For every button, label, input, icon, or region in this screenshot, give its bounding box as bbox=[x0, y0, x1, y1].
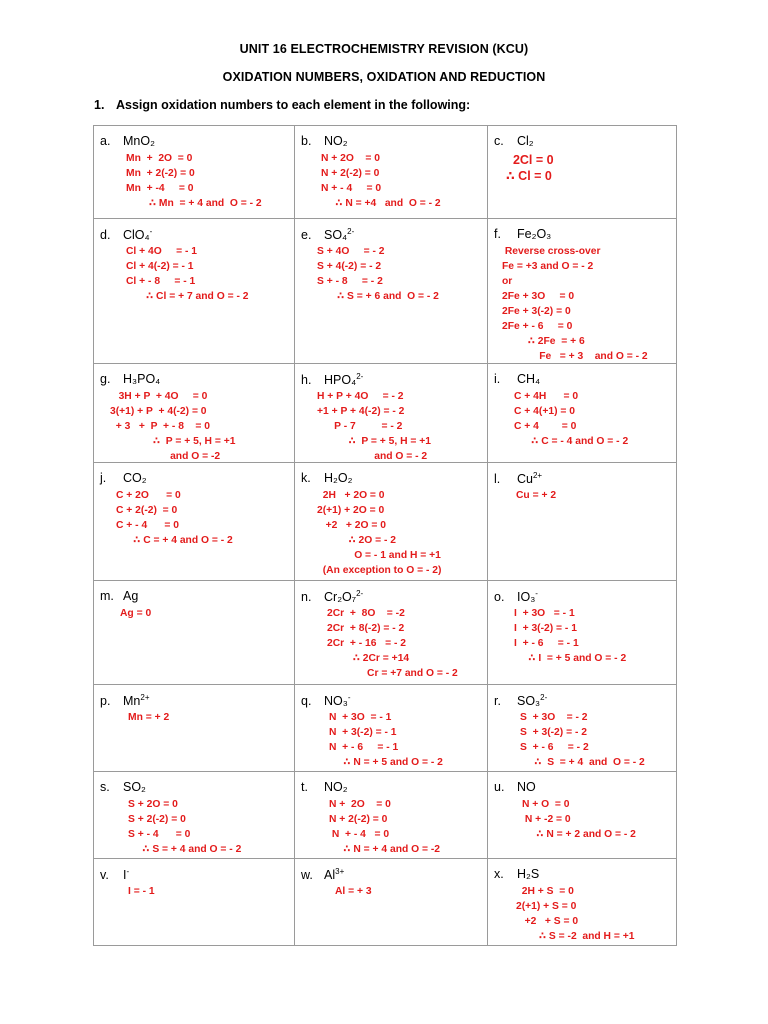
cell-letter: d. bbox=[100, 228, 111, 243]
cell-letter: u. bbox=[494, 780, 505, 794]
ion-charge: 2- bbox=[356, 372, 364, 381]
cell-letter: s. bbox=[100, 780, 110, 794]
cell-l bbox=[488, 463, 677, 581]
species-formula: ClO₄ bbox=[123, 228, 150, 243]
species-formula: SO₃ bbox=[517, 694, 541, 709]
ion-charge: 2- bbox=[540, 693, 548, 702]
cell-q bbox=[295, 685, 488, 772]
species-formula: H₂S bbox=[517, 867, 540, 881]
worked-answer: Cl + 4O = - 1 Cl + 4(-2) = - 1 Cl + - 8 = - 1 ∴ Cl = + 7 and O = - 2 bbox=[126, 246, 249, 302]
worked-answer: S + 3O = - 2 S + 3(-2) = - 2 S + - 6 = - 2 ∴ S = + 4 and O = - 2 bbox=[520, 712, 645, 768]
page-title: UNIT 16 ELECTROCHEMISTRY REVISION (KCU) bbox=[239, 42, 529, 56]
ion-charge: - bbox=[535, 589, 538, 598]
species-formula: Cl₂ bbox=[517, 134, 534, 148]
species-formula: H₂O₂ bbox=[324, 471, 353, 485]
species-formula: IO₃ bbox=[517, 590, 536, 605]
cell-g bbox=[94, 364, 295, 463]
worked-answer: N + 2O = 0 N + 2(-2) = 0 N + - 4 = 0 ∴ N = + 4 and O = -2 bbox=[329, 799, 441, 855]
cell-h bbox=[295, 364, 488, 463]
worked-answer: Mn + 2O = 0 Mn + 2(-2) = 0 Mn + -4 = 0 ∴ Mn = + 4 and O = - 2 bbox=[126, 153, 262, 209]
worked-answer: Reverse cross-over Fe = +3 and O = - 2 or 2Fe + 3O = 0 2Fe + 3(-2) = 0 2Fe + - 6 = 0 ∴ 2Fe = + 6 Fe = + 3 and O = - 2 bbox=[502, 246, 648, 362]
cell-letter: f. bbox=[494, 227, 501, 241]
worked-answer: 2H + S = 0 2(+1) + S = 0 +2 + S = 0 ∴ S = -2 and H = +1 bbox=[516, 886, 635, 942]
species-formula: Cu bbox=[517, 472, 533, 487]
cell-letter: x. bbox=[494, 867, 504, 881]
worked-answer: N + 2O = 0 N + 2(-2) = 0 N + - 4 = 0 ∴ N = +4 and O = - 2 bbox=[321, 153, 441, 209]
ion-charge: - bbox=[347, 693, 351, 702]
cell-letter: j. bbox=[100, 471, 107, 485]
ion-charge: 2- bbox=[356, 589, 364, 598]
worked-answer: H + P + 4O = - 2 +1 + P + 4(-2) = - 2 P - 7 = - 2 ∴ P = + 5, H = +1 and O = - 2 bbox=[317, 391, 432, 462]
cell-n bbox=[295, 581, 488, 685]
ion-charge: - bbox=[126, 867, 130, 876]
species-formula: NO bbox=[517, 780, 536, 794]
cell-w bbox=[295, 859, 488, 946]
worked-answer: Mn = + 2 bbox=[128, 712, 170, 723]
cell-letter: r. bbox=[494, 694, 501, 709]
worked-answer: 2Cr + 8O = -2 2Cr + 8(-2) = - 2 2Cr + - 16 = - 2 ∴ 2Cr = +14 Cr = +7 and O = - 2 bbox=[327, 608, 458, 679]
worked-answer: S + 4O = - 2 S + 4(-2) = - 2 S + - 8 = - 2 ∴ S = + 6 and O = - 2 bbox=[317, 246, 439, 302]
question-number: 1. bbox=[94, 98, 105, 112]
question-1 bbox=[94, 98, 470, 112]
cell-letter: v. bbox=[100, 868, 109, 883]
cell-letter: e. bbox=[301, 228, 312, 243]
cell-letter: w. bbox=[301, 868, 313, 883]
cell-letter: a. bbox=[100, 134, 111, 148]
cell-s bbox=[94, 772, 295, 859]
species-formula: CH₄ bbox=[517, 372, 541, 386]
cell-letter: p. bbox=[100, 694, 111, 709]
cell-letter: k. bbox=[301, 471, 311, 485]
cell-letter: i. bbox=[494, 372, 501, 386]
cell-u bbox=[488, 772, 677, 859]
worked-answer: C + 2O = 0 C + 2(-2) = 0 C + - 4 = 0 ∴ C = + 4 and O = - 2 bbox=[116, 490, 233, 546]
species-formula: NO₂ bbox=[324, 134, 348, 148]
cell-x bbox=[488, 859, 677, 946]
cell-letter: c. bbox=[494, 134, 504, 148]
question-text: Assign oxidation numbers to each element in the following: bbox=[116, 98, 471, 112]
ion-charge: - bbox=[149, 227, 153, 236]
cell-f bbox=[488, 219, 677, 364]
species-formula: Cr₂O₇ bbox=[324, 590, 357, 605]
worked-answer: I = - 1 bbox=[128, 886, 155, 897]
cell-letter: m. bbox=[100, 589, 114, 603]
cell-letter: t. bbox=[301, 780, 308, 794]
cell-letter: n. bbox=[301, 590, 312, 605]
worked-answer: C + 4H = 0 C + 4(+1) = 0 C + 4 = 0 ∴ C = - 4 and O = - 2 bbox=[514, 391, 629, 447]
cell-a bbox=[94, 126, 295, 219]
cell-j bbox=[94, 463, 295, 581]
cell-letter: g. bbox=[100, 372, 111, 386]
cell-o bbox=[488, 581, 677, 685]
species-formula: Ag bbox=[123, 589, 139, 603]
species-formula: SO₂ bbox=[123, 780, 146, 794]
species-formula: Fe₂O₃ bbox=[517, 227, 552, 241]
species-formula: NO₂ bbox=[324, 780, 348, 794]
species-formula: NO₃ bbox=[324, 694, 348, 709]
worked-answer: S + 2O = 0 S + 2(-2) = 0 S + - 4 = 0 ∴ S = + 4 and O = - 2 bbox=[128, 799, 242, 855]
species-formula: Al bbox=[324, 868, 336, 883]
worked-answer: Cu = + 2 bbox=[516, 490, 557, 501]
cell-k bbox=[295, 463, 488, 581]
species-formula: I bbox=[123, 868, 127, 883]
cell-t bbox=[295, 772, 488, 859]
page-subtitle: OXIDATION NUMBERS, OXIDATION AND REDUCTION bbox=[222, 70, 546, 84]
worked-answer: N + 3O = - 1 N + 3(-2) = - 1 N + - 6 = - 1 ∴ N = + 5 and O = - 2 bbox=[329, 712, 443, 768]
species-formula: SO₄ bbox=[324, 228, 348, 243]
worked-answer: 2Cl = 0 ∴ Cl = 0 bbox=[506, 153, 554, 183]
cell-c bbox=[488, 126, 677, 219]
worked-answer: 3H + P + 4O = 0 3(+1) + P + 4(-2) = 0 + 3 + P + - 8 = 0 ∴ P = + 5, H = +1 and O = -2 bbox=[110, 391, 236, 462]
worked-answer: N + O = 0 N + -2 = 0 ∴ N = + 2 and O = - 2 bbox=[522, 799, 636, 840]
cell-v bbox=[94, 859, 295, 946]
cell-letter: q. bbox=[301, 694, 312, 709]
species-formula: H₃PO₄ bbox=[123, 372, 161, 386]
ion-charge: 3+ bbox=[335, 867, 345, 876]
ion-charge: 2+ bbox=[532, 471, 543, 480]
cell-letter: l. bbox=[494, 472, 501, 487]
cell-letter: o. bbox=[494, 590, 505, 605]
cell-p bbox=[94, 685, 295, 772]
cell-d bbox=[94, 219, 295, 364]
worked-answer: 2H + 2O = 0 2(+1) + 2O = 0 +2 + 2O = 0 ∴ 2O = - 2 O = - 1 and H = +1 (An exception to O = - 2) bbox=[317, 490, 442, 576]
cell-i bbox=[488, 364, 677, 463]
species-formula: HPO₄ bbox=[324, 373, 357, 388]
answer-grid bbox=[93, 125, 677, 946]
ion-charge: 2+ bbox=[140, 693, 150, 702]
cell-m bbox=[94, 581, 295, 685]
species-formula: MnO₂ bbox=[123, 134, 155, 148]
worked-answer: Ag = 0 bbox=[120, 608, 152, 619]
species-formula: CO₂ bbox=[123, 471, 147, 485]
cell-letter: b. bbox=[301, 134, 312, 148]
cell-b bbox=[295, 126, 488, 219]
worked-answer: Al = + 3 bbox=[335, 886, 372, 897]
cell-e bbox=[295, 219, 488, 364]
species-formula: Mn bbox=[123, 694, 141, 709]
cell-letter: h. bbox=[301, 373, 312, 388]
ion-charge: 2- bbox=[347, 227, 355, 236]
worked-answer: I + 3O = - 1 I + 3(-2) = - 1 I + - 6 = - 1 ∴ I = + 5 and O = - 2 bbox=[514, 608, 627, 664]
cell-r bbox=[488, 685, 677, 772]
